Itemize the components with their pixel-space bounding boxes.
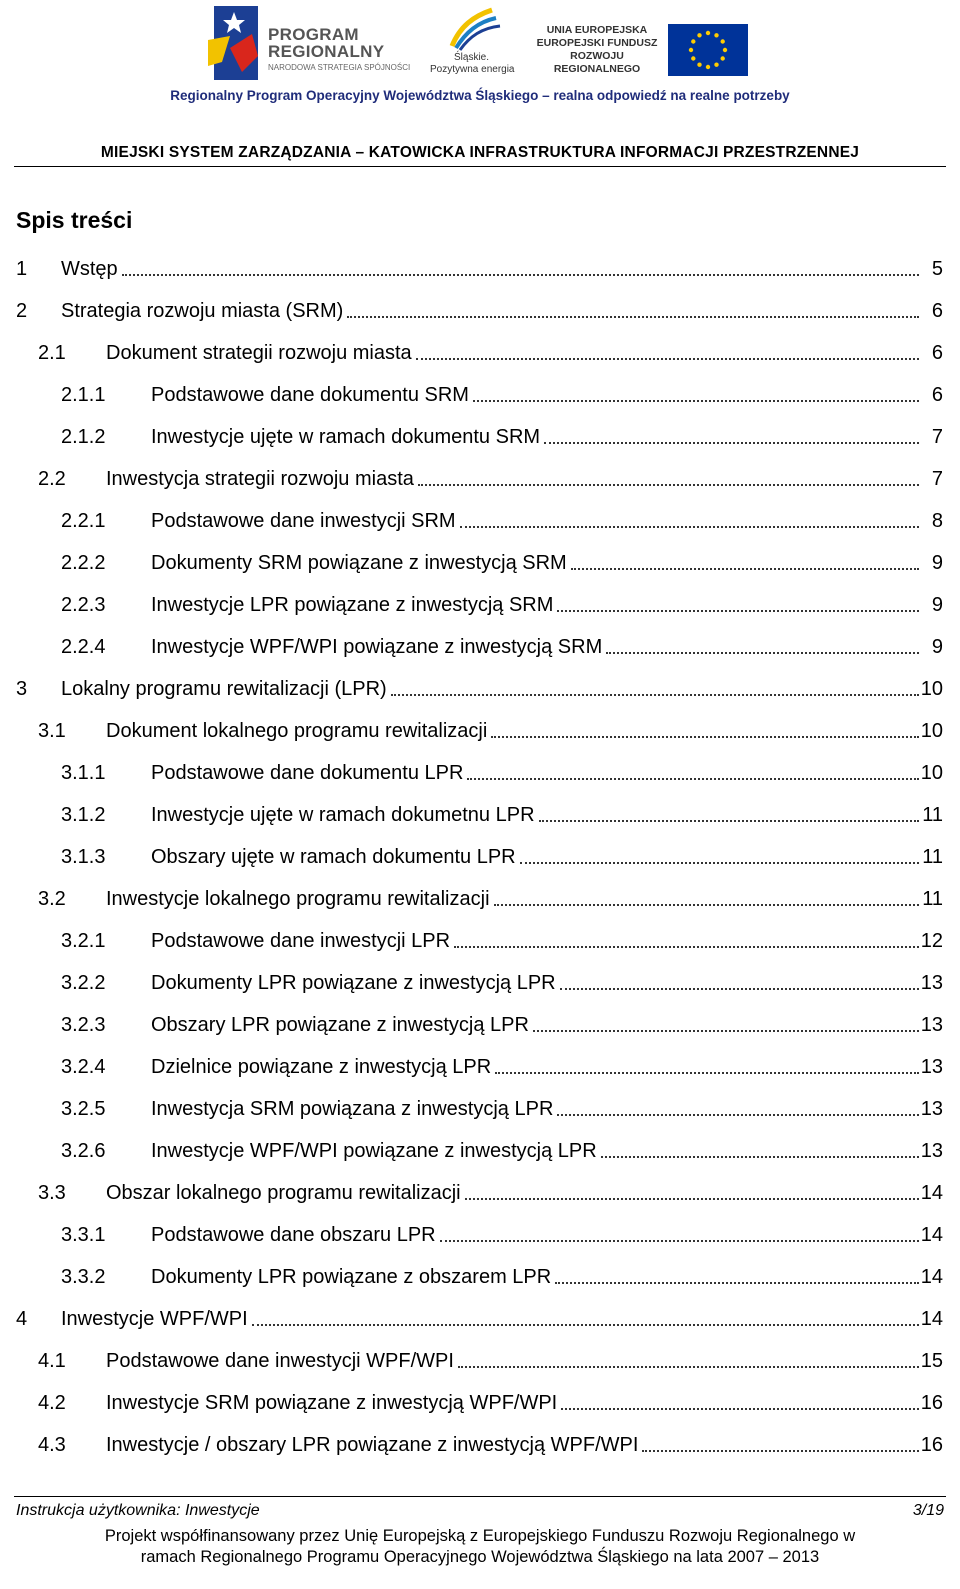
toc-entry-number: 3.3.1 bbox=[61, 1224, 106, 1246]
toc-entry-page: 11 bbox=[922, 804, 943, 826]
toc-entry[interactable] bbox=[0, 1428, 943, 1458]
toc-dot-leader bbox=[606, 652, 919, 654]
toc-entry-title: Inwestycje ujęte w ramach dokumentu SRM bbox=[151, 424, 544, 450]
toc-entry-page: 9 bbox=[931, 636, 943, 658]
toc-entry-number: 4.1 bbox=[38, 1350, 66, 1372]
toc-entry[interactable] bbox=[0, 924, 943, 954]
toc-entry-number: 2.1.2 bbox=[61, 426, 106, 448]
unia-europejska-logo bbox=[530, 20, 752, 80]
toc-dot-leader bbox=[416, 358, 919, 360]
toc-entry-number: 3.1.1 bbox=[61, 762, 106, 784]
toc-entry[interactable] bbox=[0, 420, 943, 450]
eu-star-icon bbox=[706, 31, 710, 35]
toc-entry-title: Inwestycje WPF/WPI bbox=[61, 1306, 252, 1332]
toc-entry-title: Inwestycja SRM powiązana z inwestycją LPR bbox=[151, 1096, 557, 1122]
toc-entry-page: 11 bbox=[922, 846, 943, 868]
toc-entry-number: 3.2.4 bbox=[61, 1056, 106, 1078]
toc-dot-leader bbox=[601, 1156, 919, 1158]
eu-star-icon bbox=[697, 33, 701, 37]
toc-entry[interactable] bbox=[0, 462, 943, 492]
footer-divider bbox=[14, 1496, 946, 1497]
eu-star-icon bbox=[714, 33, 718, 37]
footer-funding-note bbox=[0, 1526, 960, 1568]
program-tagline: Regionalny Program Operacyjny Województwa Śląskiego – realna odpowiedź na realne potrzeby bbox=[170, 88, 790, 103]
toc-entry-title: Inwestycje lokalnego programu rewitalizacji bbox=[106, 886, 494, 912]
toc-entry-page: 6 bbox=[931, 384, 943, 406]
program-logo-line1: PROGRAM bbox=[268, 25, 359, 44]
program-regionalny-emblem-icon bbox=[208, 6, 260, 80]
toc-entry[interactable] bbox=[0, 294, 943, 324]
toc-entry-page: 12 bbox=[920, 930, 943, 952]
toc-dot-leader bbox=[539, 820, 919, 822]
eu-star-icon bbox=[714, 63, 718, 67]
toc-dot-leader bbox=[520, 862, 919, 864]
toc-entry-title: Podstawowe dane inwestycji WPF/WPI bbox=[106, 1348, 458, 1374]
eu-star-icon bbox=[721, 39, 725, 43]
footer-funding-line1: Projekt współfinansowany przez Unię Europejską z Europejskiego Funduszu Rozwoju Regionalnego w bbox=[104, 1527, 856, 1545]
toc-entry-number: 2.2 bbox=[38, 468, 66, 490]
toc-entry-number: 1 bbox=[16, 258, 28, 280]
toc-entry-number: 3.1 bbox=[38, 720, 66, 742]
footer-document-name: Instrukcja użytkownika: Inwestycje bbox=[16, 1502, 260, 1519]
program-regionalny-logo bbox=[208, 6, 418, 82]
toc-entry-title: Inwestycja strategii rozwoju miasta bbox=[106, 466, 418, 492]
header-logos bbox=[0, 6, 960, 84]
toc-entry-number: 3.2.6 bbox=[61, 1140, 106, 1162]
slaskie-logo-line2: Pozytywna energia bbox=[430, 64, 515, 75]
toc-dot-leader bbox=[642, 1450, 919, 1452]
toc-entry-page: 15 bbox=[920, 1350, 943, 1372]
toc-entry[interactable] bbox=[0, 1260, 943, 1290]
eu-star-icon bbox=[691, 39, 695, 43]
toc-entry-number: 4.2 bbox=[38, 1392, 66, 1414]
toc-dot-leader bbox=[544, 442, 919, 444]
toc-entry-page: 16 bbox=[920, 1434, 943, 1456]
toc-entry-page: 13 bbox=[920, 1140, 943, 1162]
toc-entry-page: 14 bbox=[920, 1308, 943, 1330]
toc-dot-leader bbox=[252, 1324, 919, 1326]
toc-entry-title: Inwestycje ujęte w ramach dokumetnu LPR bbox=[151, 802, 539, 828]
toc-entry-title: Obszary ujęte w ramach dokumentu LPR bbox=[151, 844, 520, 870]
toc-entry-number: 3.3 bbox=[38, 1182, 66, 1204]
toc-dot-leader bbox=[440, 1240, 919, 1242]
toc-entry-title: Inwestycje WPF/WPI powiązane z inwestycją LPR bbox=[151, 1138, 601, 1164]
toc-entry[interactable] bbox=[0, 1050, 943, 1080]
program-logo-line2: REGIONALNY bbox=[268, 42, 385, 61]
toc-entry[interactable] bbox=[0, 966, 943, 996]
toc-dot-leader bbox=[557, 1114, 919, 1116]
toc-entry-page: 10 bbox=[920, 762, 943, 784]
slaskie-logo bbox=[430, 6, 514, 84]
eu-star-icon bbox=[689, 48, 693, 52]
toc-dot-leader bbox=[494, 904, 919, 906]
toc-entry-number: 4 bbox=[16, 1308, 28, 1330]
toc-entry[interactable] bbox=[0, 378, 943, 408]
toc-entry-title: Dokument lokalnego programu rewitalizacji bbox=[106, 718, 491, 744]
footer-funding-line2: ramach Regionalnego Programu Operacyjnego Województwa Śląskiego na lata 2007 – 2013 bbox=[140, 1548, 820, 1566]
toc-entry-page: 13 bbox=[920, 1014, 943, 1036]
ue-logo-line3: ROZWOJU REGIONALNEGO bbox=[553, 50, 641, 75]
toc-entry-title: Dzielnice powiązane z inwestycją LPR bbox=[151, 1054, 495, 1080]
toc-entry-page: 14 bbox=[920, 1182, 943, 1204]
toc-entry-title: Obszar lokalnego programu rewitalizacji bbox=[106, 1180, 465, 1206]
toc-entry[interactable] bbox=[0, 1218, 943, 1248]
program-logo-line3: NARODOWA STRATEGIA SPÓJNOŚCI bbox=[268, 63, 411, 72]
toc-entry-number: 3.2 bbox=[38, 888, 66, 910]
toc-entry-number: 3.1.2 bbox=[61, 804, 106, 826]
toc-dot-leader bbox=[418, 484, 919, 486]
toc-dot-leader bbox=[557, 610, 919, 612]
toc-entry-number: 3.2.3 bbox=[61, 1014, 106, 1036]
toc-entry-page: 7 bbox=[931, 468, 943, 490]
toc-entry-title: Dokumenty LPR powiązane z inwestycją LPR bbox=[151, 970, 560, 996]
toc-entry-title: Podstawowe dane obszaru LPR bbox=[151, 1222, 440, 1248]
toc-entry[interactable] bbox=[0, 1386, 943, 1416]
toc-entry-number: 2.2.4 bbox=[61, 636, 106, 658]
toc-entry[interactable] bbox=[0, 336, 943, 366]
ue-logo-line1: UNIA EUROPEJSKA bbox=[546, 24, 648, 36]
eu-star-icon bbox=[691, 56, 695, 60]
toc-entry[interactable] bbox=[0, 882, 943, 912]
toc-dot-leader bbox=[347, 316, 919, 318]
toc-entry[interactable] bbox=[0, 588, 943, 618]
toc-dot-leader bbox=[467, 778, 919, 780]
slaskie-logo-line1: Śląskie. bbox=[454, 52, 490, 63]
footer-page-indicator: 3/19 bbox=[912, 1502, 944, 1519]
toc-entry-page: 9 bbox=[931, 552, 943, 574]
toc-entry[interactable] bbox=[0, 756, 943, 786]
slaskie-emblem-icon bbox=[430, 6, 514, 52]
toc-entry-number: 2.2.3 bbox=[61, 594, 106, 616]
toc-dot-leader bbox=[561, 1408, 919, 1410]
toc-entry[interactable] bbox=[0, 1344, 943, 1374]
toc-entry-title: Dokumenty SRM powiązane z inwestycją SRM bbox=[151, 550, 571, 576]
toc-entry[interactable] bbox=[0, 840, 943, 870]
toc-dot-leader bbox=[473, 400, 919, 402]
toc-entry-page: 14 bbox=[920, 1224, 943, 1246]
toc-entry-title: Wstęp bbox=[61, 256, 122, 282]
toc-dot-leader bbox=[495, 1072, 919, 1074]
toc-entry-page: 7 bbox=[931, 426, 943, 448]
toc-dot-leader bbox=[560, 988, 919, 990]
toc-heading: Spis treści bbox=[16, 207, 133, 233]
toc-dot-leader bbox=[555, 1282, 919, 1284]
toc-entry-page: 6 bbox=[931, 300, 943, 322]
toc-entry[interactable] bbox=[0, 1008, 943, 1038]
toc-dot-leader bbox=[465, 1198, 919, 1200]
toc-entry-title: Inwestycje WPF/WPI powiązane z inwestycją SRM bbox=[151, 634, 606, 660]
toc-dot-leader bbox=[458, 1366, 919, 1368]
toc-entry-title: Dokument strategii rozwoju miasta bbox=[106, 340, 416, 366]
toc-entry-title: Inwestycje / obszary LPR powiązane z inwestycją WPF/WPI bbox=[106, 1432, 642, 1458]
toc-dot-leader bbox=[391, 694, 919, 696]
toc-entry-number: 2.1.1 bbox=[61, 384, 106, 406]
toc-entry-page: 16 bbox=[920, 1392, 943, 1414]
toc-entry-page: 13 bbox=[920, 972, 943, 994]
toc-entry[interactable] bbox=[0, 1092, 943, 1122]
eu-star-icon bbox=[697, 63, 701, 67]
toc-entry-title: Podstawowe dane inwestycji SRM bbox=[151, 508, 460, 534]
toc-entry-number: 2.2.2 bbox=[61, 552, 106, 574]
eu-star-icon bbox=[721, 56, 725, 60]
toc-entry-number: 3.2.2 bbox=[61, 972, 106, 994]
eu-flag-icon bbox=[668, 24, 748, 76]
toc-entry[interactable] bbox=[0, 504, 943, 534]
toc-entry[interactable] bbox=[0, 546, 943, 576]
toc-entry-page: 5 bbox=[931, 258, 943, 280]
toc-dot-leader bbox=[533, 1030, 919, 1032]
toc-entry-title: Podstawowe dane dokumentu SRM bbox=[151, 382, 473, 408]
toc-entry-number: 3.1.3 bbox=[61, 846, 106, 868]
toc-entry[interactable] bbox=[0, 252, 943, 282]
toc-entry-page: 14 bbox=[920, 1266, 943, 1288]
toc-entry-page: 6 bbox=[931, 342, 943, 364]
toc-dot-leader bbox=[454, 946, 919, 948]
toc-entry[interactable] bbox=[0, 1302, 943, 1332]
toc-entry[interactable] bbox=[0, 672, 943, 702]
ue-logo-line2: EUROPEJSKI FUNDUSZ bbox=[536, 37, 658, 49]
toc-entry-title: Obszary LPR powiązane z inwestycją LPR bbox=[151, 1012, 533, 1038]
toc-entry-number: 2.2.1 bbox=[61, 510, 106, 532]
toc-entry-number: 2 bbox=[16, 300, 28, 322]
toc-entry-page: 10 bbox=[920, 720, 943, 742]
toc-entry-title: Dokumenty LPR powiązane z obszarem LPR bbox=[151, 1264, 555, 1290]
eu-star-icon bbox=[706, 65, 710, 69]
toc-entry[interactable] bbox=[0, 714, 943, 744]
toc-entry-page: 8 bbox=[931, 510, 943, 532]
toc-entry[interactable] bbox=[0, 1134, 943, 1164]
toc-entry-number: 3.3.2 bbox=[61, 1266, 106, 1288]
toc-dot-leader bbox=[122, 274, 919, 276]
toc-dot-leader bbox=[571, 568, 919, 570]
toc-entry[interactable] bbox=[0, 798, 943, 828]
toc-entry-page: 11 bbox=[922, 888, 943, 910]
toc-entry-title: Lokalny programu rewitalizacji (LPR) bbox=[61, 676, 391, 702]
header-divider bbox=[14, 166, 946, 167]
toc-entry-number: 3.2.1 bbox=[61, 930, 106, 952]
toc-entry-page: 13 bbox=[920, 1098, 943, 1120]
toc-entry-page: 9 bbox=[931, 594, 943, 616]
toc-dot-leader bbox=[491, 736, 919, 738]
toc-entry-number: 3.2.5 bbox=[61, 1098, 106, 1120]
toc-entry[interactable] bbox=[0, 1176, 943, 1206]
toc-entry-title: Strategia rozwoju miasta (SRM) bbox=[61, 298, 347, 324]
toc-entry[interactable] bbox=[0, 630, 943, 660]
toc-entry-number: 2.1 bbox=[38, 342, 66, 364]
system-title: MIEJSKI SYSTEM ZARZĄDZANIA – KATOWICKA INFRASTRUKTURA INFORMACJI PRZESTRZENNEJ bbox=[100, 144, 860, 161]
toc-entry-title: Inwestycje SRM powiązane z inwestycją WPF/WPI bbox=[106, 1390, 561, 1416]
eu-star-icon bbox=[723, 48, 727, 52]
toc-entry-page: 10 bbox=[920, 678, 943, 700]
toc-entry-title: Podstawowe dane dokumentu LPR bbox=[151, 760, 467, 786]
toc-entry-title: Podstawowe dane inwestycji LPR bbox=[151, 928, 454, 954]
toc-dot-leader bbox=[460, 526, 919, 528]
toc-entry-number: 3 bbox=[16, 678, 28, 700]
toc-entry-number: 4.3 bbox=[38, 1434, 66, 1456]
toc-entry-page: 13 bbox=[920, 1056, 943, 1078]
toc-entry-title: Inwestycje LPR powiązane z inwestycją SRM bbox=[151, 592, 557, 618]
